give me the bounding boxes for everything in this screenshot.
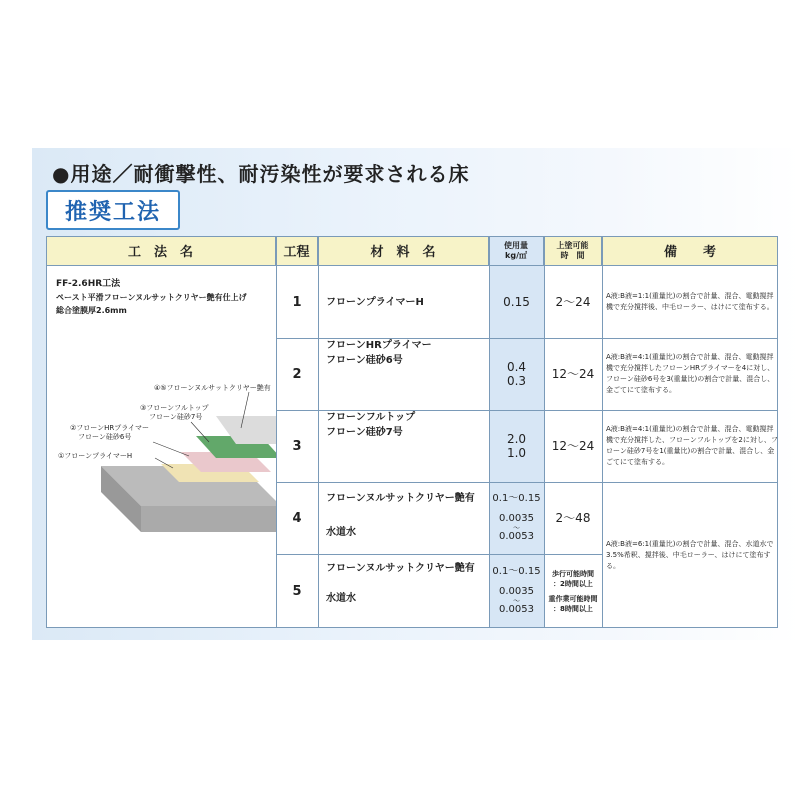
usage-5: [489, 554, 544, 628]
material-2-line1: フローンHRプライマー: [326, 340, 432, 351]
material-2-line2: フローン硅砂6号: [326, 355, 403, 366]
remark-3: A液:B液=4:1(重量比)の割合で計量、混合、電動撹拌機で充分撹拌した、フローンフルトップを2に対し、フローン硅砂7号を1(重量比)の割合で計量、混合し、金ごてにて塗布する。: [606, 425, 778, 466]
header-interval-unit: 時 間: [560, 250, 585, 260]
usage-5-value2c: 0.0053: [499, 604, 534, 615]
usage-3-value1: 2.0: [506, 432, 527, 446]
header-method: 工 法 名: [46, 236, 276, 266]
header-material: 材 料 名: [318, 236, 489, 266]
spec-table: [46, 236, 778, 628]
usage-5-value2a: 0.0035: [499, 586, 534, 597]
material-4: [318, 482, 489, 554]
usage-2-value1: 0.4: [506, 360, 527, 374]
usage-3-value2: 1.0: [506, 446, 527, 460]
usage-3: [489, 410, 544, 482]
material-2: [318, 338, 489, 410]
remark-1: A液:B液=1:1(重量比)の割合で計量、混合、電動撹拌機で充分撹拌後、中毛ローラー、はけにて塗布する。: [606, 292, 774, 311]
leader-line: [153, 442, 189, 456]
step-3: 3: [292, 438, 302, 454]
usage-4-value2c: 0.0053: [499, 531, 534, 542]
label-layer-1: ①フローンプライマーH: [58, 452, 133, 460]
method-desc: ペースト平滑フローンヌルサットクリヤー艶有仕上げ: [56, 293, 247, 302]
header-interval: [544, 236, 602, 266]
header-usage: [489, 236, 544, 266]
usage-2: [489, 338, 544, 410]
header-interval-title: 上塗可能: [556, 240, 589, 250]
usage-1: [489, 266, 544, 338]
step-1: 1: [292, 294, 302, 310]
badge-label: 推奨工法: [64, 199, 161, 225]
interval-1: 2〜24: [555, 295, 591, 309]
material-3: [318, 410, 489, 482]
label-layer-2a: ②フローンHRプライマー: [70, 424, 150, 432]
concrete-side-front: [141, 506, 276, 532]
interval-4: 2〜48: [555, 511, 591, 525]
method-name: FF-2.6HR工法: [56, 279, 121, 289]
interval-5-heavy-label: 重作業可能時間: [548, 594, 598, 603]
usage-4-value2a: 0.0035: [499, 513, 534, 524]
header-usage-title: 使用量: [504, 240, 528, 250]
interval-5-walk-label: 歩行可能時間: [552, 569, 594, 578]
usage-1-value: 0.15: [503, 295, 530, 309]
interval-5: [544, 554, 602, 628]
material-3-line2: フローン硅砂7号: [326, 427, 403, 438]
interval-3: 12〜24: [551, 439, 595, 453]
step-5: 5: [292, 583, 302, 599]
step-4: 4: [292, 510, 302, 526]
interval-2: 12〜24: [551, 367, 595, 381]
label-layer-3a: ③フローンフルトップ: [140, 404, 209, 412]
usage-5-value1: 0.1〜0.15: [492, 566, 541, 577]
remark-2: A液:B液=4:1(重量比)の割合で計量、混合、電動撹拌機で充分撹拌したフローンHRプライマーを4に対し、フローン硅砂6号を3(重量比)の割合で計量、混合し、金ごてにて塗布する。: [606, 353, 775, 394]
interval-5-walk-value: ：2時間以上: [553, 579, 593, 588]
header-remarks: 備 考: [602, 236, 778, 266]
usage-2-value2: 0.3: [506, 374, 527, 388]
interval-5-heavy-value: ：8時間以上: [553, 604, 593, 613]
usage-5-tilde: 〜: [513, 597, 520, 605]
recommended-method-badge: [46, 190, 180, 230]
material-5-line2: 水道水: [326, 593, 356, 604]
usage-4-tilde: 〜: [513, 524, 520, 532]
remark-4-5: A液:B液=6:1(重量比)の割合で計量、混合、水道水で3.5%希釈、撹拌後、中毛ローラー、はけにて塗布する。: [606, 539, 774, 570]
label-layer-2b: フローン硅砂6号: [78, 433, 132, 441]
method-info: [56, 278, 247, 317]
method-thickness: 総合塗膜厚2.6mm: [56, 306, 127, 315]
material-5-line1: フローンヌルサットクリヤー艶有: [326, 563, 475, 574]
usage-4: [489, 482, 544, 554]
material-4-line2: 水道水: [326, 527, 356, 538]
material-3-line1: フローンフルトップ: [326, 412, 416, 423]
usage-4-value1: 0.1〜0.15: [492, 493, 541, 504]
step-2: 2: [292, 366, 302, 382]
header-step: 工程: [276, 236, 318, 266]
material-4-line1: フローンヌルサットクリヤー艶有: [326, 493, 475, 504]
material-1: [318, 266, 489, 338]
label-layer-4-5: ④⑤フローンヌルサットクリヤー艶有: [154, 384, 271, 392]
label-layer-3b: フローン硅砂7号: [149, 413, 203, 421]
header-usage-unit: kg/㎡: [505, 250, 527, 260]
material-1-line1: フローンプライマーH: [326, 296, 424, 308]
material-5: [318, 554, 489, 628]
page-heading: ●用途／耐衝撃性、耐汚染性が要求される床: [52, 162, 470, 186]
